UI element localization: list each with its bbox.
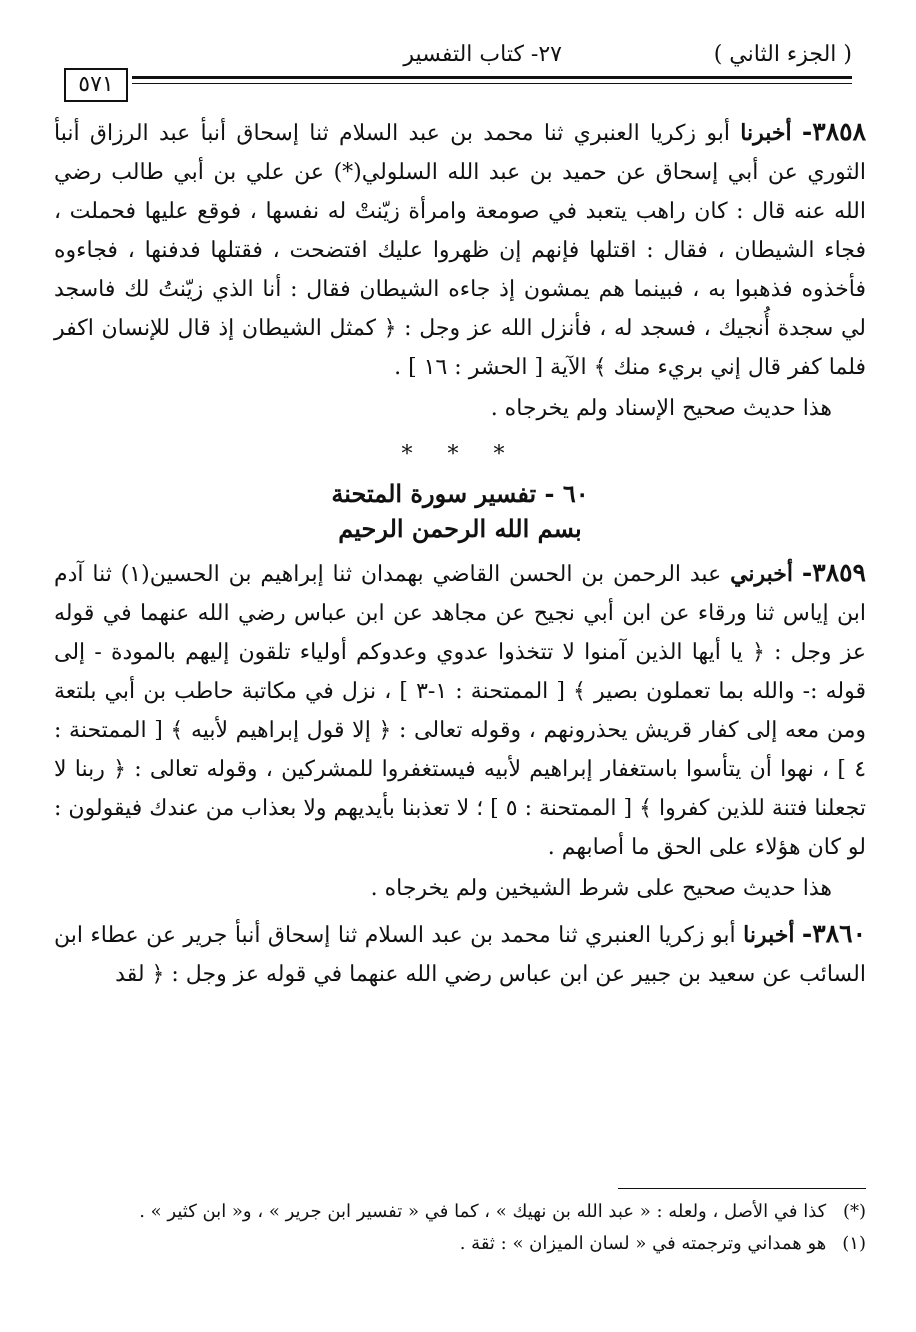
hadith-verdict: هذا حديث صحيح على شرط الشيخين ولم يخرجاه . xyxy=(370,876,832,901)
footnote xyxy=(54,1196,866,1228)
hadith-3860 xyxy=(54,914,866,994)
header-rule xyxy=(132,76,852,79)
part-label: ( الجزء الثاني ) xyxy=(713,42,852,67)
transmission-keyword: أخبرنا xyxy=(740,120,792,146)
footnote-text: كذا في الأصل ، ولعله : « عبد الله بن نهيك » ، كما في « تفسير ابن جرير » ، و« ابن كثير » . xyxy=(139,1201,827,1222)
hadith-3858 xyxy=(54,112,866,387)
hadith-text: أبو زكريا العنبري ثنا محمد بن عبد السلام ثنا إسحاق أنبأ جرير عن عطاء ابن السائب عن سعيد بن جبير عن ابن عباس رضي الله عنهما في قوله عز وجل : ﴿ لقد xyxy=(54,923,866,987)
transmission-keyword: أخبرنا xyxy=(743,922,795,948)
page-body xyxy=(54,112,866,994)
hadith-number: ٣٨٦٠- xyxy=(801,919,866,948)
hadith-text: أبو زكريا العنبري ثنا محمد بن عبد السلام ثنا إسحاق أنبأ عبد الرزاق أنبأ الثوري عن أبي إسحاق عن حميد بن عبد الله السلولي(*) عن علي بن أبي طالب رضي الله عنه قال : كان راهب يتعبد في صومعة وامرأة زيّنتْ له نفسها ، فوقع عليها فحملت ، فجاء الشيطان ، فقال : اقتلها فإنهم إن ظهروا عليك افتضحت ، فقتلها فدفنها ، فجاءوه فأخذوه فذهبوا به ، فبينما هم يمشون إذ جاءه الشيطان فقال : أنا الذي زيّنتُ لك فاسجد لي سجدة أُنجيك ، فسجد له ، فأنزل الله عز وجل : ﴿ كمثل الشيطان إذ قال للإنسان اكفر فلما كفر قال إني بريء منك ﴾ الآية [ الحشر : ١٦ ] . xyxy=(54,121,866,380)
section-separator: * * * xyxy=(401,442,519,467)
hadith-verdict: هذا حديث صحيح الإسناد ولم يخرجاه . xyxy=(490,396,832,421)
footnote-mark: (*) xyxy=(842,1201,866,1222)
header-rule-thin xyxy=(132,83,852,84)
hadith-3859 xyxy=(54,553,866,867)
transmission-keyword: أخبرني xyxy=(730,561,794,587)
footnote xyxy=(54,1228,866,1260)
footnotes xyxy=(54,1196,866,1260)
running-header xyxy=(64,38,852,96)
chapter-label: ٢٧- كتاب التفسير xyxy=(403,42,562,67)
basmala: بسم الله الرحمن الرحيم xyxy=(338,514,582,543)
footnote-mark: (١) xyxy=(842,1233,866,1254)
page-number: ٥٧١ xyxy=(64,68,128,102)
hadith-text: عبد الرحمن بن الحسن القاضي بهمدان ثنا إبراهيم بن الحسين(١) ثنا آدم ابن إياس ثنا ورقاء عن ابن أبي نجيح عن مجاهد عن ابن عباس رضي الله عنهما في قوله عز وجل : ﴿ يا أيها الذين آمنوا لا تتخذوا عدوي وعدوكم أولياء تلقون إليهم بالمودة - إلى قوله :- والله بما تعملون بصير ﴾ [ الممتحنة : ١-٣ ] ، نزل في مكاتبة حاطب بن أبي بلتعة ومن معه إلى كفار قريش يحذرونهم ، وقوله تعالى : ﴿ إلا قول إبراهيم لأبيه ﴾ [ الممتحنة : ٤ ] ، نهوا أن يتأسوا باستغفار إبراهيم لأبيه فيستغفروا للمشركين ، وقوله تعالى : ﴿ ربنا لا تجعلنا فتنة للذين كفروا ﴾ [ الممتحنة : ٥ ] ؛ لا تعذبنا بأيديهم ولا بعذاب من عندك فيقولون : لو كان هؤلاء على الحق ما أصابهم . xyxy=(54,562,867,860)
footnote-text: هو همداني وترجمته في « لسان الميزان » : ثقة . xyxy=(459,1233,827,1254)
hadith-number: ٣٨٥٩- xyxy=(801,558,866,587)
hadith-number: ٣٨٥٨- xyxy=(801,117,867,146)
surah-title: ٦٠ - تفسير سورة المتحنة xyxy=(331,479,589,508)
footnote-rule xyxy=(618,1188,866,1189)
